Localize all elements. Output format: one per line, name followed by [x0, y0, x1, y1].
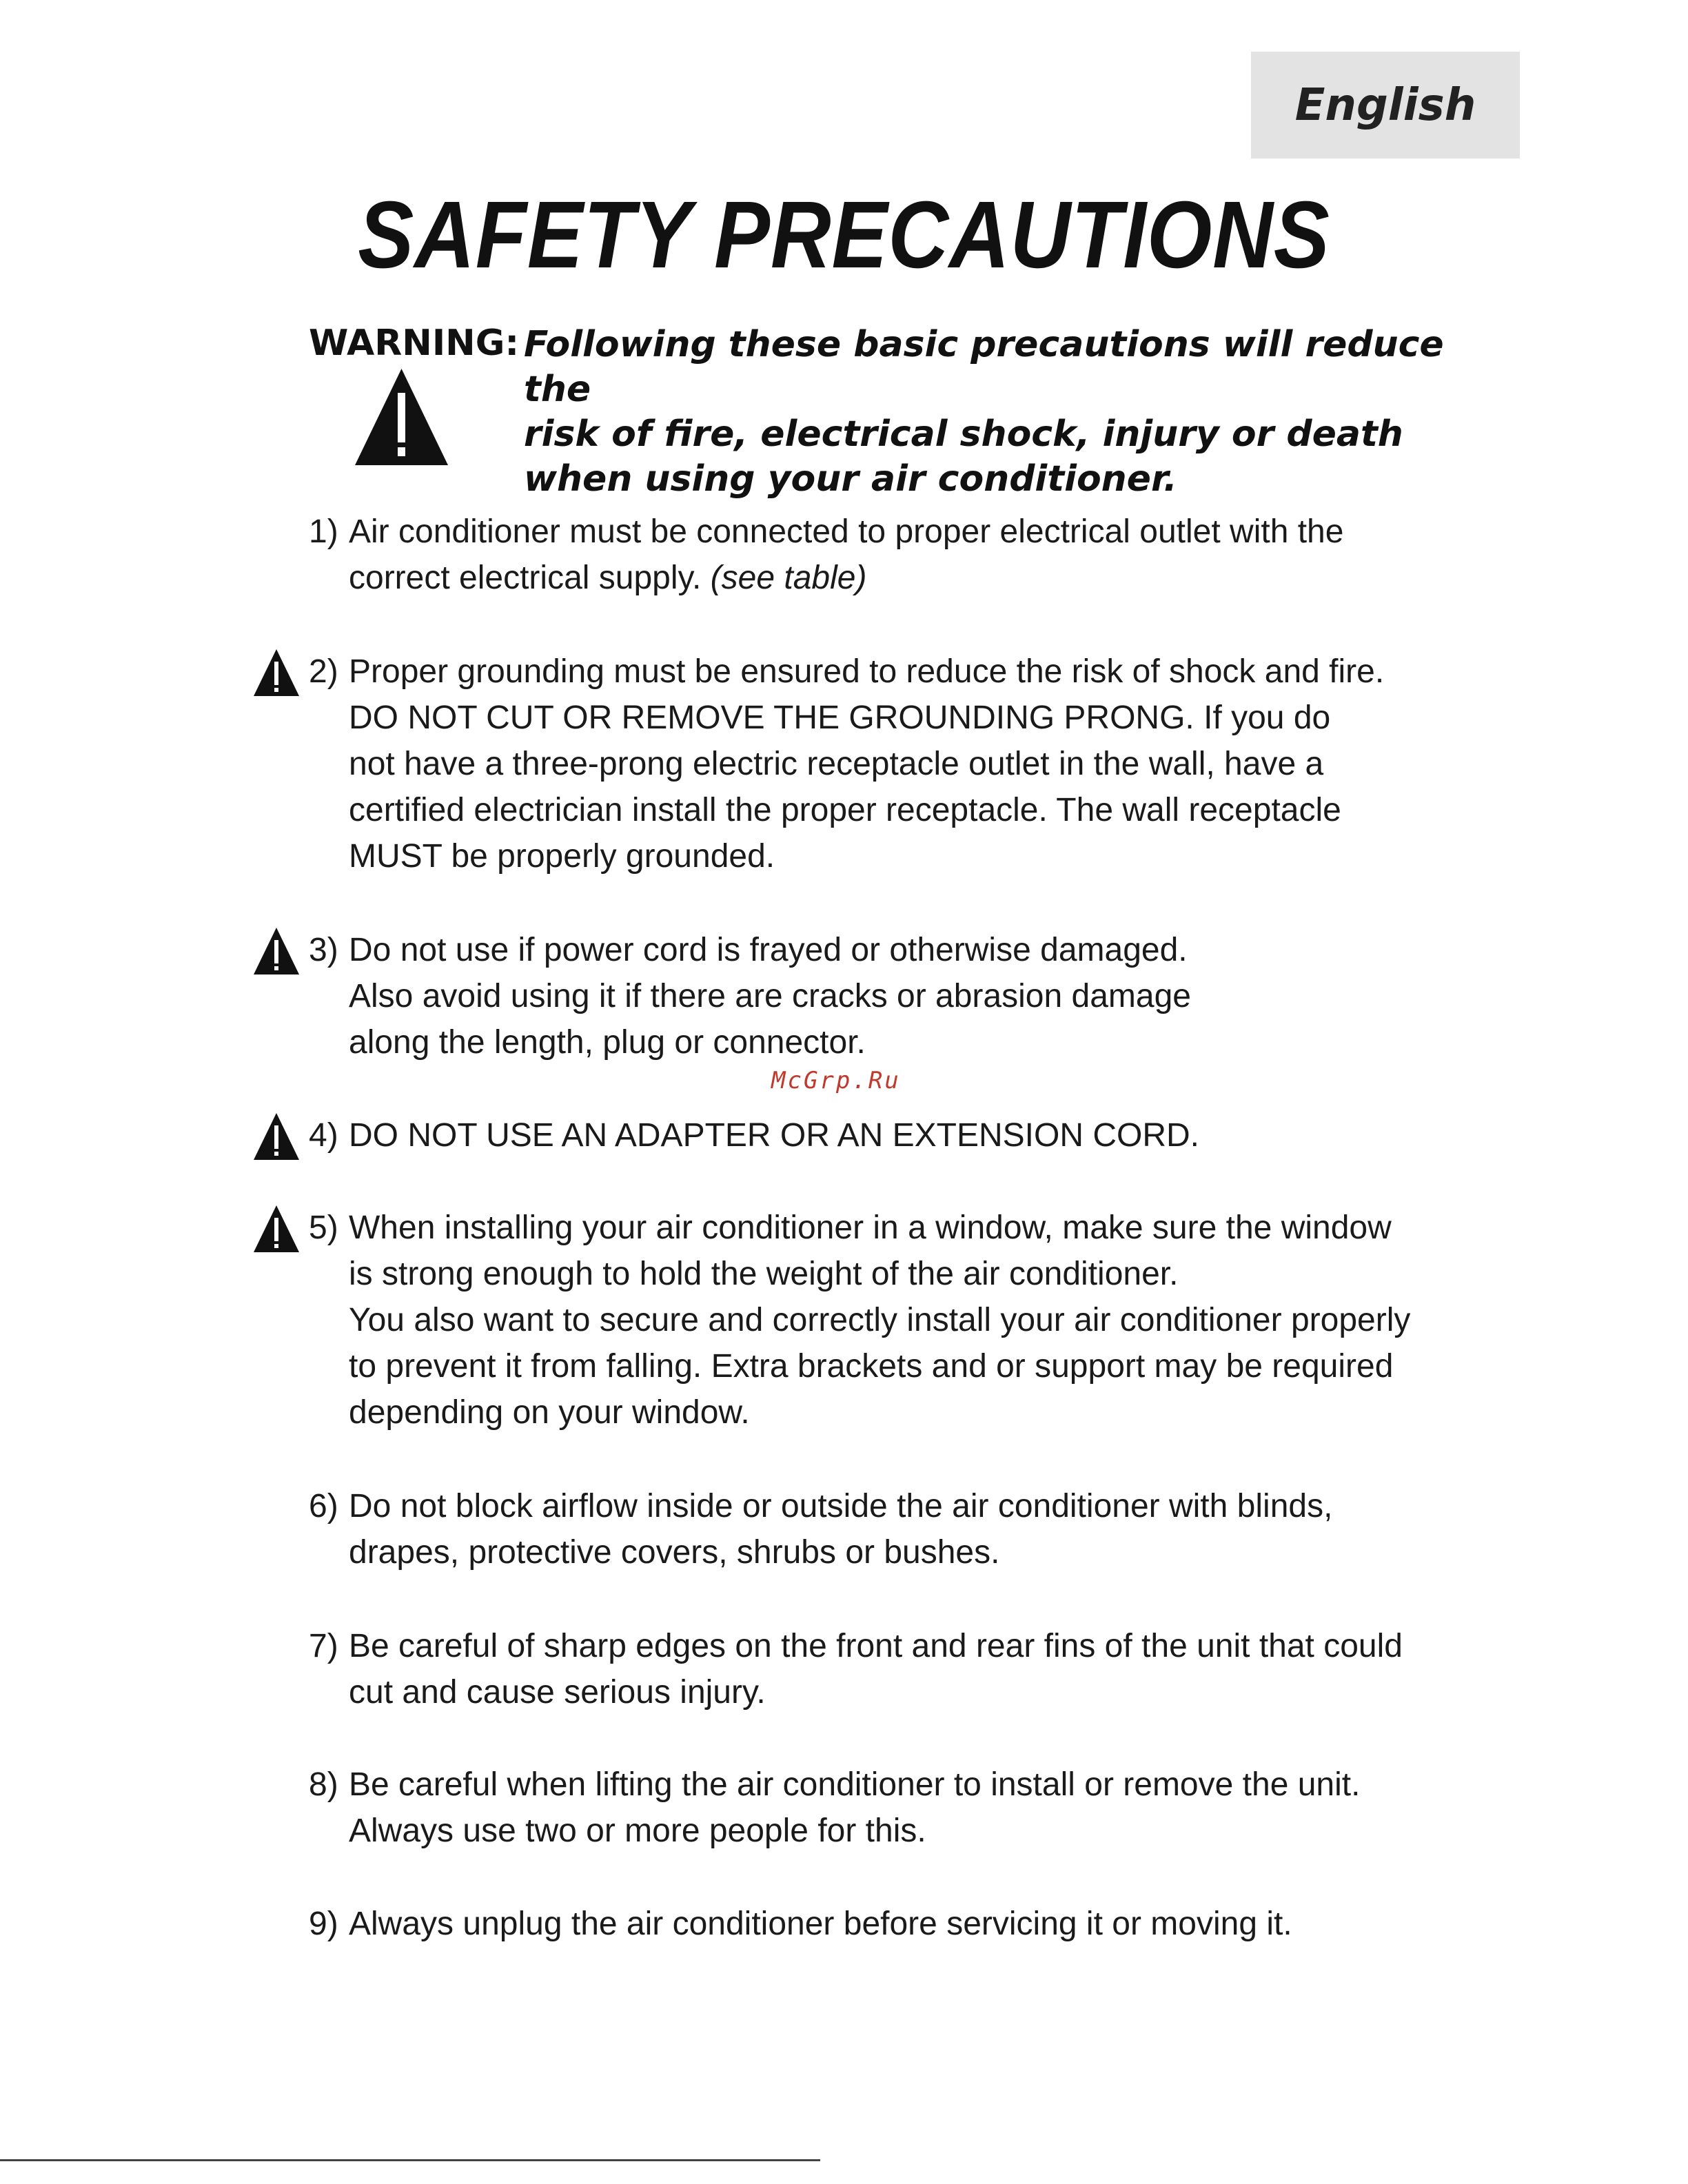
list-item	[309, 927, 1439, 1065]
language-tab	[1251, 52, 1520, 159]
item-line: to prevent it from falling. Extra brackets and or support may be required	[349, 1348, 1394, 1385]
list-item	[309, 1112, 1439, 1159]
item-number: 1)	[309, 513, 338, 550]
language-label: English	[1294, 79, 1476, 131]
footer-divider	[0, 2159, 820, 2161]
item-line: Be careful when lifting the air conditioner to install or remove the unit.	[349, 1766, 1361, 1803]
item-line: MUST be properly grounded.	[349, 838, 775, 875]
list-item	[309, 1205, 1439, 1436]
item-number: 9)	[309, 1906, 338, 1942]
item-line	[349, 555, 1439, 601]
warning-line-1: Following these basic precautions will reduce the	[524, 324, 1444, 410]
list-item	[309, 509, 1439, 601]
list-item	[309, 649, 1439, 879]
item-number: 3)	[309, 932, 338, 968]
page-title: SAFETY PRECAUTIONS	[358, 182, 1330, 288]
item-line: DO NOT CUT OR REMOVE THE GROUNDING PRONG. If you do	[349, 700, 1331, 736]
item-line: Always unplug the air conditioner before servicing it or moving it.	[349, 1906, 1292, 1942]
item-line: When installing your air conditioner in a window, make sure the window	[349, 1210, 1392, 1246]
item-number: 5)	[309, 1210, 338, 1246]
item-line: certified electrician install the proper receptacle. The wall receptacle	[349, 792, 1341, 828]
item-line: not have a three-prong electric receptacle outlet in the wall, have a	[349, 746, 1324, 782]
list-item	[309, 1901, 1439, 1947]
caution-triangle-icon	[254, 928, 299, 974]
watermark: McGrp.Ru	[771, 1067, 901, 1094]
caution-triangle-icon	[254, 1113, 299, 1160]
list-item	[309, 1483, 1439, 1575]
item-line: along the length, plug or connector.	[349, 1024, 866, 1061]
item-line: DO NOT USE AN ADAPTER OR AN EXTENSION CORD.	[349, 1117, 1200, 1154]
warning-label: WARNING:	[309, 323, 520, 364]
warning-triangle-icon	[355, 369, 448, 465]
list-item	[309, 1623, 1439, 1715]
item-line: Air conditioner must be connected to proper electrical outlet with the	[349, 513, 1344, 550]
item-line-text: correct electrical supply.	[349, 560, 702, 596]
item-line: cut and cause serious injury.	[349, 1674, 766, 1711]
item-line: is strong enough to hold the weight of the air conditioner.	[349, 1256, 1179, 1292]
item-number: 6)	[309, 1488, 338, 1524]
item-line: You also want to secure and correctly install your air conditioner properly	[349, 1302, 1411, 1338]
item-line: Also avoid using it if there are cracks or abrasion damage	[349, 978, 1191, 1014]
item-line: Do not use if power cord is frayed or otherwise damaged.	[349, 932, 1188, 968]
item-number: 7)	[309, 1628, 338, 1664]
warning-line-3: when using your air conditioner.	[524, 458, 1177, 500]
item-number: 2)	[309, 653, 338, 690]
item-note: (see table)	[710, 560, 867, 596]
caution-triangle-icon	[254, 1205, 299, 1252]
item-number: 4)	[309, 1117, 338, 1154]
item-line: depending on your window.	[349, 1394, 750, 1431]
list-item	[309, 1762, 1439, 1854]
item-number: 8)	[309, 1766, 338, 1803]
item-line: drapes, protective covers, shrubs or bushes.	[349, 1534, 1000, 1571]
warning-text	[524, 323, 1447, 502]
item-line: Proper grounding must be ensured to reduce the risk of shock and fire.	[349, 653, 1385, 690]
item-line: Always use two or more people for this.	[349, 1813, 926, 1849]
caution-triangle-icon	[254, 649, 299, 696]
item-line: Be careful of sharp edges on the front and rear fins of the unit that could	[349, 1628, 1403, 1664]
item-line: Do not block airflow inside or outside the air conditioner with blinds,	[349, 1488, 1333, 1524]
warning-line-2: risk of fire, electrical shock, injury or death	[524, 414, 1403, 455]
